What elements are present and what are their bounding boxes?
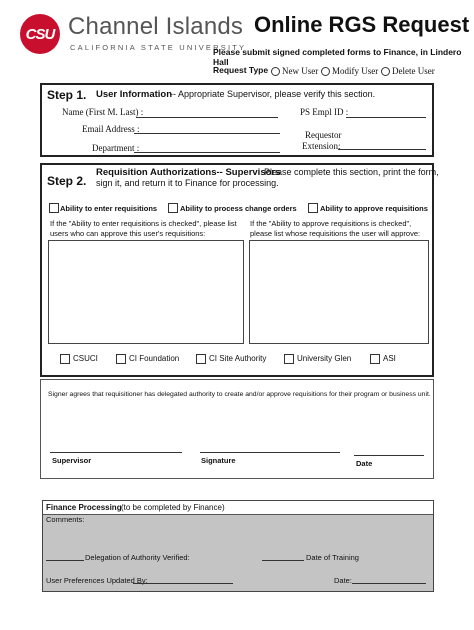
checkbox-approve-requisitions[interactable] (308, 203, 318, 213)
csu-logo-mark: CSU (20, 14, 60, 54)
finance-divider (43, 514, 433, 515)
step2-label: Step 2. (47, 174, 87, 188)
approvers-list-textarea[interactable] (48, 240, 244, 344)
right-list-note-2: please list whose requisitions the user will approve: (250, 229, 421, 238)
request-type-label: Request Type (213, 65, 269, 75)
delegation-verified-label: Delegation of Authority Verified: (85, 553, 190, 562)
checkbox-enter-requisitions-label: Ability to enter requisitions (60, 204, 158, 213)
delegation-verified-field[interactable] (46, 560, 84, 561)
checkbox-asi[interactable] (370, 354, 380, 364)
step1-label: Step 1. (47, 88, 87, 102)
radio-delete-user-label: Delete User (392, 66, 435, 76)
checkbox-ci-site-authority[interactable] (196, 354, 206, 364)
empl-id-label: PS Empl ID : (300, 107, 349, 117)
supervisor-label: Supervisor (52, 456, 92, 465)
finance-date-field[interactable] (352, 583, 426, 584)
department-field[interactable] (134, 152, 280, 153)
step1-title: User Information (96, 89, 173, 100)
checkbox-ci-site-authority-label: CI Site Authority (209, 354, 267, 363)
email-field[interactable] (134, 133, 280, 134)
name-field[interactable] (136, 117, 278, 118)
training-date-label: Date of Training (306, 553, 359, 562)
right-list-note-1: If the "Ability to approve requisitions is checked", (250, 219, 412, 228)
radio-new-user[interactable] (271, 67, 280, 76)
form-title: Online RGS Request (254, 12, 470, 37)
checkbox-csuci[interactable] (60, 354, 70, 364)
finance-date-label: Date: (334, 576, 352, 585)
comments-label[interactable]: Comments: (46, 515, 85, 524)
checkbox-process-change-orders-label: Ability to process change orders (180, 204, 297, 213)
step1-note: -- Appropriate Supervisor, please verify this section. (170, 89, 376, 99)
finance-title: Finance Processing (46, 503, 122, 512)
checkbox-university-glen-label: University Glen (297, 354, 352, 363)
email-label: Email Address : (82, 124, 140, 134)
preferences-updated-field[interactable] (133, 583, 233, 584)
radio-modify-user[interactable] (321, 67, 330, 76)
name-label: Name (First M. Last) : (62, 107, 144, 117)
step2-note-1: Please complete this section, print the form, (264, 167, 439, 177)
checkbox-process-change-orders[interactable] (168, 203, 178, 213)
logo-name: Channel Islands (68, 13, 244, 40)
checkbox-csuci-label: CSUCI (73, 354, 98, 363)
checkbox-enter-requisitions[interactable] (49, 203, 59, 213)
radio-modify-user-label: Modify User (332, 66, 379, 76)
radio-delete-user[interactable] (381, 67, 390, 76)
checkbox-university-glen[interactable] (284, 354, 294, 364)
submit-note: Please submit signed completed forms to Finance, in Lindero Hall (213, 47, 462, 67)
requestor-extension-field[interactable] (338, 149, 426, 150)
date-field[interactable] (354, 455, 424, 456)
finance-title-note: (to be completed by Finance) (121, 503, 225, 512)
left-list-note-1: If the "Ability to enter requisitions is checked", please list (50, 219, 237, 228)
checkbox-approve-requisitions-label: Ability to approve requisitions (320, 204, 428, 213)
radio-new-user-label: New User (282, 66, 319, 76)
step2-title: Requisition Authorizations-- Supervisors (96, 167, 281, 178)
requestor-label-1: Requestor (305, 130, 342, 140)
requisitioners-list-textarea[interactable] (249, 240, 429, 344)
checkbox-asi-label: ASI (383, 354, 396, 363)
agreement-text: Signer agrees that requisitioner has delegated authority to create and/or approve requisitions for their program or business unit. (48, 391, 431, 398)
preferences-updated-label: User Preferences Updated By: (46, 576, 148, 585)
department-label: Department : (92, 143, 140, 153)
checkbox-ci-foundation[interactable] (116, 354, 126, 364)
left-list-note-2: users who can approve this user's requisitions: (50, 229, 206, 238)
empl-id-field[interactable] (346, 117, 426, 118)
signature-label: Signature (201, 456, 236, 465)
logo-subtitle: CALIFORNIA STATE UNIVERSITY (70, 43, 247, 52)
requestor-label-2: Extension: (302, 141, 341, 151)
training-date-field[interactable] (262, 560, 304, 561)
signature-field[interactable] (200, 452, 340, 453)
checkbox-ci-foundation-label: CI Foundation (129, 354, 180, 363)
date-label: Date (356, 459, 373, 468)
supervisor-name-field[interactable] (50, 452, 182, 453)
step2-note-2: sign it, and return it to Finance for processing. (96, 178, 279, 188)
